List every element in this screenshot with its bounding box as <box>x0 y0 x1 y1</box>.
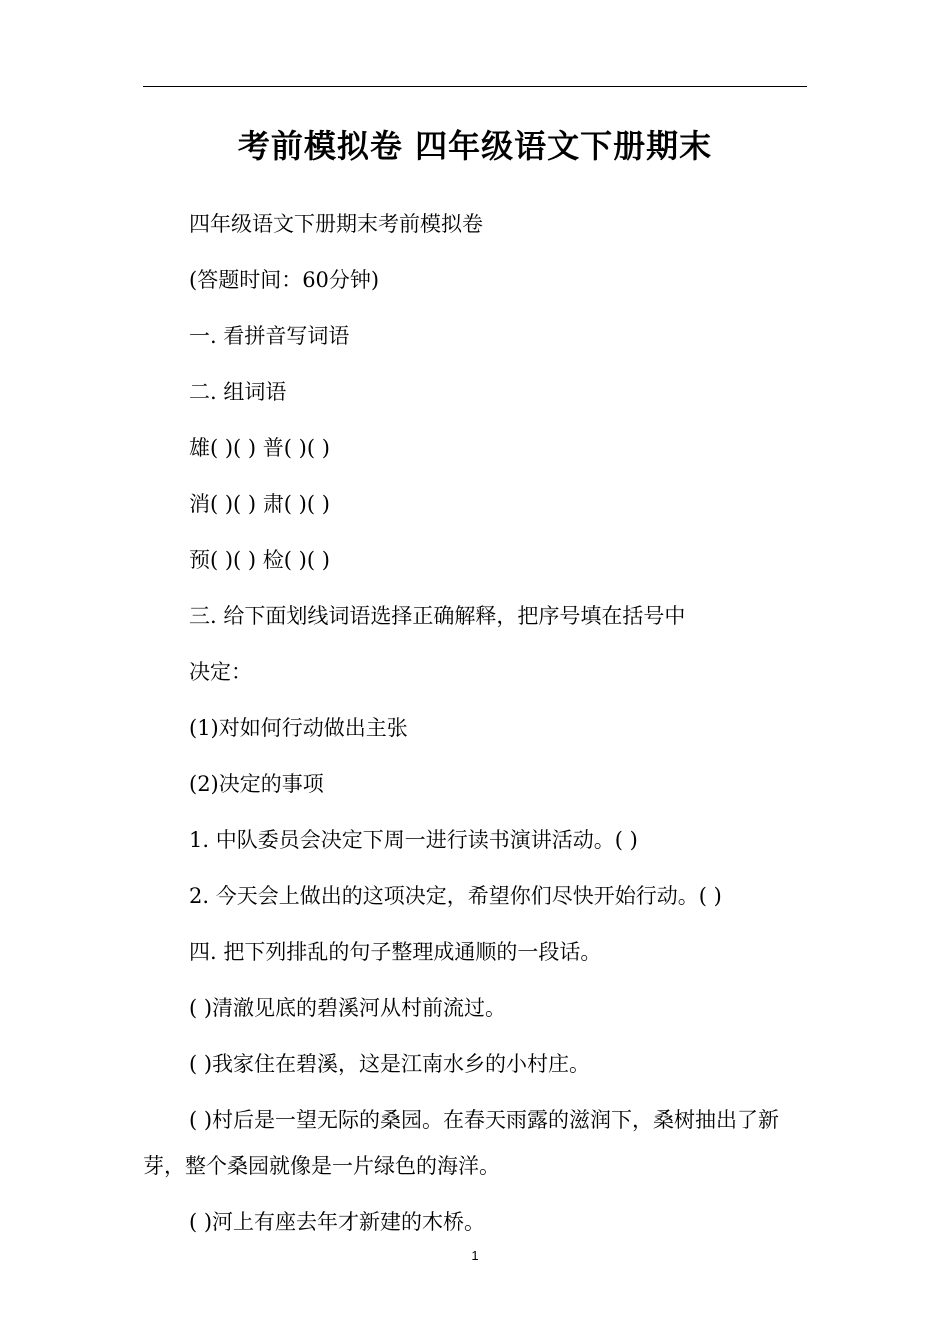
page-number: 1 <box>471 1248 479 1263</box>
term-label: 决定： <box>189 660 252 684</box>
document-body <box>143 196 807 1250</box>
word-group-line: 预( )( ) 检( )( ) <box>189 548 330 572</box>
definition-option: (2)决定的事项 <box>189 772 324 796</box>
section-one-heading: 一. 看拼音写词语 <box>189 324 350 348</box>
subtitle-paragraph: 四年级语文下册期末考前模拟卷 <box>189 212 483 236</box>
question-item: 1. 中队委员会决定下周一进行读书演讲活动。( ) <box>189 828 638 852</box>
section-three-heading: 三. 给下面划线词语选择正确解释，把序号填在括号中 <box>189 604 686 628</box>
time-limit-paragraph: (答题时间：60分钟) <box>189 268 380 292</box>
document-title: 考前模拟卷 四年级语文下册期末 <box>237 127 713 165</box>
sentence-item: ( )村后是一望无际的桑园。在春天雨露的滋润下，桑树抽出了新芽，整个桑园就像是一片绿色的海洋。 <box>143 1108 780 1178</box>
sentence-item: ( )清澈见底的碧溪河从村前流过。 <box>189 996 507 1020</box>
question-item: 2. 今天会上做出的这项决定，希望你们尽快开始行动。( ) <box>189 884 722 908</box>
definition-option: (1)对如何行动做出主张 <box>189 716 408 740</box>
section-two-heading: 二. 组词语 <box>189 380 287 404</box>
header-rule <box>143 86 807 87</box>
section-four-heading: 四. 把下列排乱的句子整理成通顺的一段话。 <box>189 940 602 964</box>
sentence-item: ( )我家住在碧溪，这是江南水乡的小村庄。 <box>189 1052 591 1076</box>
word-group-line: 消( )( ) 肃( )( ) <box>189 492 330 516</box>
word-group-line: 雄( )( ) 普( )( ) <box>189 436 330 460</box>
sentence-item: ( )河上有座去年才新建的木桥。 <box>189 1210 486 1234</box>
